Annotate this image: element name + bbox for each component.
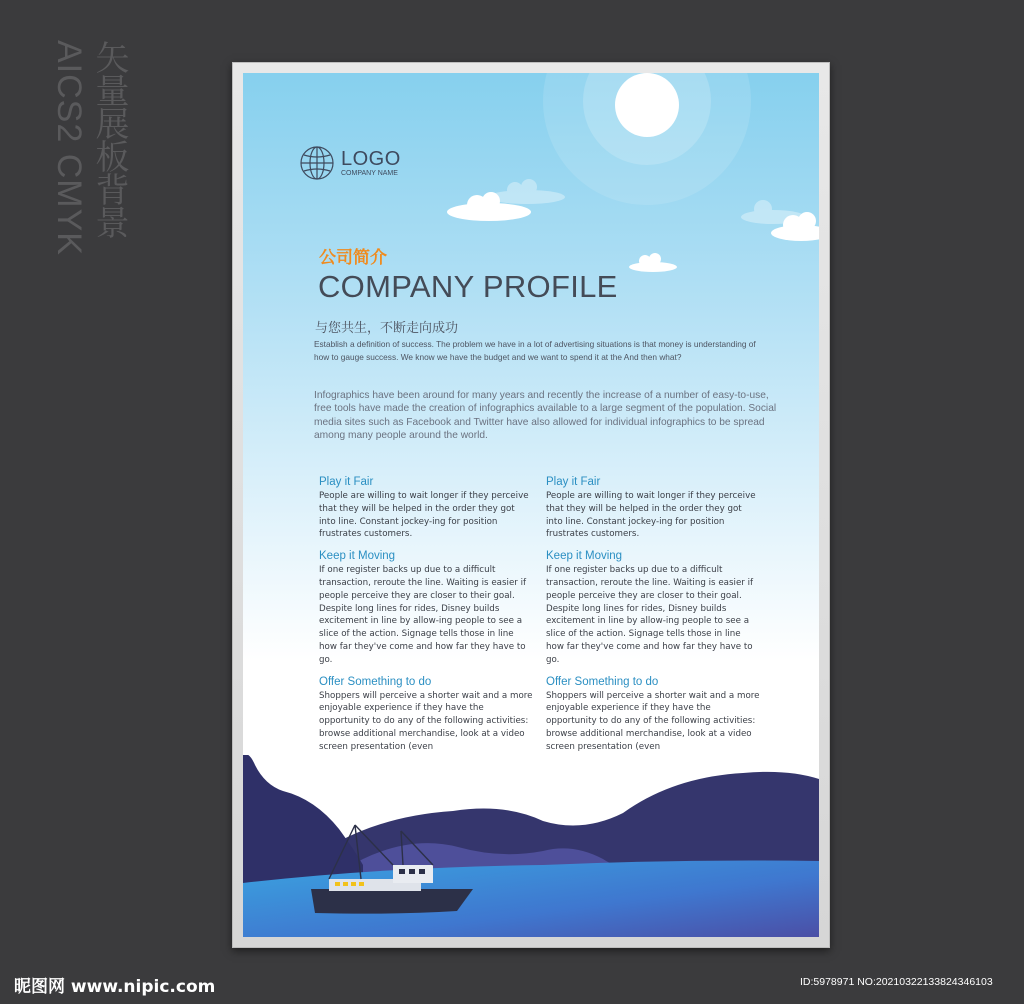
section: [319, 475, 534, 541]
right-column: [546, 475, 761, 762]
cloud-4: [741, 200, 805, 224]
globe-icon: [299, 145, 335, 181]
section: [546, 675, 761, 754]
cloud-5: [629, 253, 677, 272]
section: [546, 549, 761, 666]
section-body: If one register backs up due to a difficult transaction, reroute the line. Waiting is easier if people perceive they are closer to their goal. Despite long lines for rides, Disney builds excitement in line by allow-ing people to see a slice of the action. Signage tells those in line how far they've come and how far they have to go.: [546, 565, 754, 665]
section-heading: Offer Something to do: [319, 675, 432, 688]
left-column: [319, 475, 534, 762]
side-title-chinese: 矢量展板背景: [89, 40, 129, 238]
section-heading: Play it Fair: [319, 476, 374, 488]
section-heading: Offer Something to do: [546, 675, 659, 688]
chinese-title: 公司简介: [319, 248, 387, 268]
section: [546, 475, 761, 541]
logo-text: LOGO: [341, 147, 401, 170]
cloud-2: [489, 179, 565, 204]
landscape-illustration: [243, 755, 819, 937]
section-heading: Keep it Moving: [546, 550, 623, 563]
section: [319, 549, 534, 666]
section-body: Shoppers will perceive a shorter wait and a more enjoyable experience if they have the opportunity to do any of the following activities: browse additional merchandise, look at a video screen presentation (even: [546, 690, 760, 752]
poster: [243, 73, 819, 937]
company-logo: [299, 145, 401, 181]
poster-frame: [232, 62, 830, 948]
body-paragraph: Infographics have been around for many years and recently the increase of a number of easy-to-use, free tools have made the creation of infographics available to a large segment of the population. Social media sites such as Facebook and Twitter have also allowed for individual infographics to be spread among many people around the world.: [314, 390, 777, 442]
side-title-english: AICS2 CMYK: [50, 40, 88, 256]
logo-company-name: COMPANY NAME: [341, 169, 398, 177]
english-title: COMPANY PROFILE: [318, 269, 618, 304]
watermark-site: 昵图网 www.nipic.com: [14, 977, 216, 997]
section-heading: Keep it Moving: [319, 550, 396, 563]
section-body: Shoppers will perceive a shorter wait and a more enjoyable experience if they have the opportunity to do any of the following activities: browse additional merchandise, look at a video screen presentation (even: [319, 690, 533, 752]
section-body: People are willing to wait longer if they perceive that they will be helped in the order they got into line. Constant jockey-ing for position frustrates customers.: [319, 491, 529, 540]
section-heading: Play it Fair: [546, 476, 601, 488]
section-body: People are willing to wait longer if they perceive that they will be helped in the order they got into line. Constant jockey-ing for position frustrates customers.: [546, 491, 756, 540]
chinese-subtitle: 与您共生，不断走向成功: [315, 321, 459, 336]
section-body: If one register backs up due to a difficult transaction, reroute the line. Waiting is easier if people perceive they are closer to their goal. Despite long lines for rides, Disney builds excitement in line by allow-ing people to see a slice of the action. Signage tells those in line how far they've come and how far they have to go.: [319, 565, 527, 665]
watermark-id: ID:5978971 NO:20210322133824346103: [800, 976, 993, 988]
intro-text: Establish a definition of success. The problem we have in a lot of advertising situations is that money is understanding of how to gauge success. We know we have the budget and we want to spend it at the And then what?: [314, 339, 756, 362]
section: [319, 675, 534, 754]
sun: [615, 73, 679, 137]
